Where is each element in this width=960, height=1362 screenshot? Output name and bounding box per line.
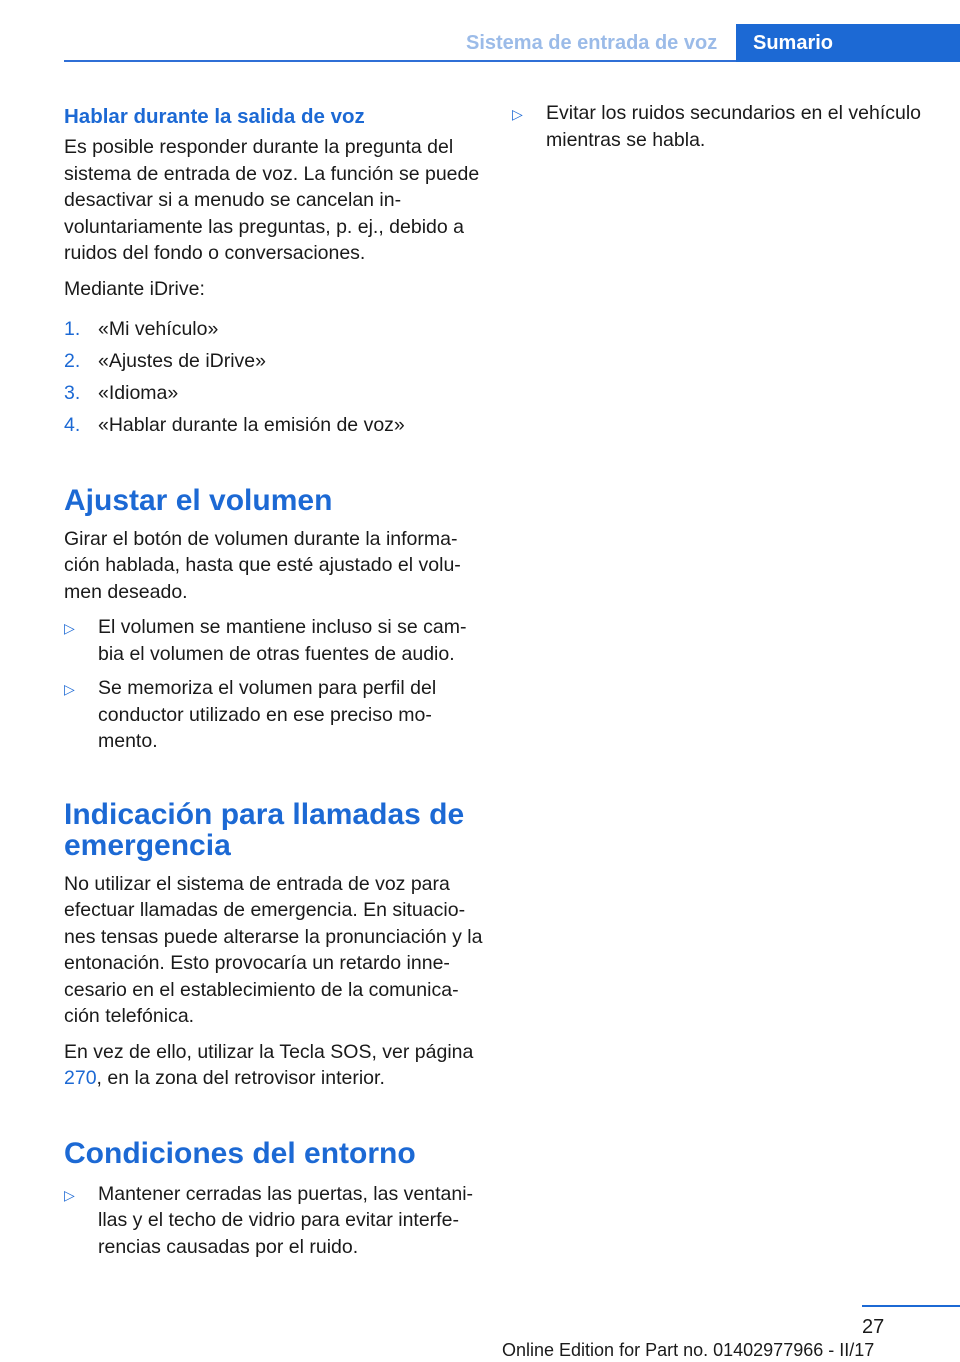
- step-number: 4.: [64, 414, 81, 436]
- list-item: [64, 380, 484, 407]
- paragraph: [64, 1039, 484, 1092]
- step-text: «Ajustes de iDrive»: [98, 350, 266, 372]
- step-text: «Hablar durante la emisión de voz»: [98, 414, 405, 436]
- paragraph: Es posible responder durante la pregunta del sistema de entrada de voz. La función se puede desactivar si a menudo se cancelan involuntariamente las preguntas, p. ej., debido a ruidos del fondo o conversaciones.: [64, 136, 480, 264]
- tab-sumario[interactable]: Sumario: [736, 24, 960, 62]
- list-item: [64, 614, 484, 667]
- paragraph: Mediante iDrive:: [64, 277, 205, 300]
- paragraph: No utilizar el sistema de entrada de voz para efectuar llamadas de emergencia. En situaciones tensas puede alterarse la pronunciación y la entonación. Esto provocaría un retardo innecesario en el establecimiento de la comunicación telefónica.: [64, 872, 483, 1027]
- step-number: 1.: [64, 318, 81, 340]
- list-item: [64, 675, 484, 755]
- paragraph-text: , en la zona del retrovisor interior.: [96, 1067, 385, 1089]
- list-item: [64, 316, 484, 343]
- step-text: «Idioma»: [98, 382, 179, 404]
- paragraph-text: En vez de ello, utilizar la Tecla SOS, ver página: [64, 1040, 474, 1063]
- subheading-talk-during-output: Hablar durante la salida de voz: [64, 105, 365, 128]
- page-reference-link[interactable]: 270: [64, 1067, 97, 1089]
- triangle-bullet-icon: ▷: [64, 620, 75, 636]
- triangle-bullet-icon: ▷: [64, 1186, 75, 1203]
- page-number: 27: [862, 1316, 885, 1338]
- bullet-text: El volumen se mantiene incluso si se cambia el volumen de otras fuentes de audio.: [98, 616, 467, 665]
- heading-adjust-volume: Ajustar el volumen: [64, 483, 333, 517]
- step-text: «Mi vehículo»: [98, 318, 219, 340]
- page-number-rule: [862, 1305, 960, 1307]
- bullet-text: Se memoriza el volumen para perfil del conductor utilizado en ese preciso momento.: [98, 677, 437, 752]
- step-number: 2.: [64, 350, 81, 372]
- numbered-list: [64, 316, 484, 439]
- bullet-text: Evitar los ruidos secundarios en el vehículo mientras se habla.: [546, 102, 922, 151]
- triangle-bullet-icon: ▷: [512, 106, 523, 122]
- right-column: [512, 100, 932, 161]
- triangle-bullet-icon: ▷: [64, 681, 75, 697]
- paragraph: Girar el botón de volumen durante la información hablada, hasta que esté ajustado el volumen deseado.: [64, 527, 461, 603]
- list-item: [64, 1181, 484, 1261]
- step-number: 3.: [64, 382, 81, 404]
- edition-footer: Online Edition for Part no. 01402977966 - II/17: [502, 1340, 875, 1360]
- list-item: [64, 412, 484, 439]
- list-item: [64, 348, 484, 375]
- bullet-text: Mantener cerradas las puertas, las ventanillas y el techo de vidrio para evitar interferencias causadas por el ruido.: [98, 1182, 474, 1258]
- section-title: Sistema de entrada de voz: [466, 32, 718, 54]
- left-column: [64, 100, 484, 1268]
- heading-environment: Condiciones del entorno: [64, 1136, 416, 1170]
- heading-emergency-calls: Indicación para llamadas de emergencia: [64, 797, 465, 862]
- list-item: [512, 100, 932, 153]
